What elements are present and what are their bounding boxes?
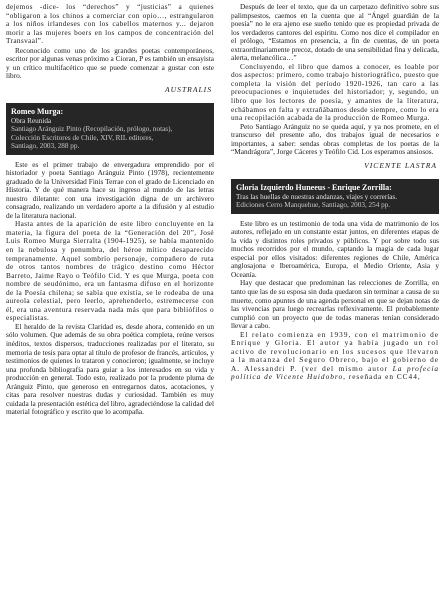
- left-column: [6, 3, 214, 417]
- cited-book-title: La profecía política de Vicente Huidobro: [231, 363, 440, 382]
- paragraph: Reconocido como uno de los grandes poetas contemporáneos, escritor por algunas venas próximo a Cioran, P es también un ensayista y un crítico multifacético que se puede comenzar a gustar con este libro.: [6, 45, 214, 81]
- paragraph: Concluyendo, el libro que damos a conocer, es loable por dos aspectos: primero, como trabajo historiográfico, puesto que completa la visión del período 1920-1926, tan caro a las preocupaciones e inquietudes del historiador; y, segundo, un libro que los lectores de poesía, y amantes de la literatura, echábamos en falta y extrañábamos desde siempre, como lo era una recopilación acabada de la producción de Romeo Murga.: [231, 61, 439, 123]
- paragraph-text: , reseñada en CC44,: [343, 372, 421, 382]
- paragraph: Este libro es un testimonio de toda una vida de matrimonio de los autores, reflejado en un constante estar juntos, en diferentes etapas de la vida y distintos roles privados y públicos. Y por sobre todo sus muchos recorridos por el mundo, captando la magia de cada lugar especial por ellos visitados: diferentes regiones de Chile, América anglosajona e Iberoamérica, Europa, el Medio Oriente, Asia y Oceanía.: [231, 218, 439, 279]
- paragraph: Peto Santiago Aránguiz no se queda aquí, y ya nos promete, en el transcurso del presente año, dos trabajos igual de necesarios e importantes, a saber: sendas obras completas de los poetas de la “Mandrágora”, Jorge Cáceres y Teófilo Cid. Los esperamos ansiosos.: [231, 121, 439, 157]
- paragraph: [231, 331, 439, 382]
- book-info-box: [231, 179, 439, 213]
- book-subtitle: Obra Reunida: [11, 116, 52, 125]
- paragraph: Este es el primer trabajo de envergadura emprendido por el historiador y poeta Santiago Aránguiz Pinto (1978), recientemente graduado de la Universidad Finis Terrae con el grado de Licenciado en Historia. Y de qué manera hace su ingreso al mundo de las letras nuestro diletante: con una investigación digna de un archivero consagrado, realizando un verdadero aporte a la difusión y al estudio de la literatura nacional.: [6, 159, 214, 220]
- review-signature: VICENTE LASTRA: [364, 160, 437, 170]
- paragraph: El heraldo de la revista Claridad es, desde ahora, contenido en un sólo volumen. Que además de su obra poética completa, reúne versos inéditos, textos dispersos, traducciones realizadas por el literato, su memoria de tesis para optar al título de profesor de francés, artículos, y testimonios de quienes lo trataron y conocieron; igualmente, se incluye una profunda bibliografía para guiar a los interesados en su vida y producción en general. Todo esto, realizado por la prudente pluma de Aránguiz Pinto, que generoso en entregarnos datos, acotaciones, y citas para resolver nuestras dudas y curiosidad. También es muy cuidada la presentación estética del libro, agradeciéndose la calidad del material fotográfico y escrito que lo acompaña.: [6, 321, 214, 417]
- book-editor-line: Santiago Aránguiz Pinto (Recopilación, prólogo, notas),: [11, 125, 173, 134]
- paragraph: dejemos -dice- los “derechos” y “justicias” a quienes “obligaron a los chinos a comerciar con opio…, estrangularon a los niños irlandeses con los cabellos maternos y... dejaron morir a las mujeres boers en los campos de concentración del Transvaal”.: [6, 2, 214, 46]
- paragraph: Después de leer el texto, que da un carpetazo definitivo sobre sus palimpsestos, caemos en la cuenta que al “Ángel guardián de la poesía” no le era ajeno ese sueño tenido que es propiedad privada de los verdaderos cantores del espíritu. Como nos dice el compilador en el prólogo, “Estamos en presencia, a fin de cuentas, de un poeta extraordinariamente precoz, dotado de una sensibilidad fina y delicada, alerta, melancólica…”: [231, 2, 439, 63]
- book-publication-line: Santiago, 2003, 288 pp.: [11, 142, 80, 151]
- review-signature: AUSTRALIS: [165, 84, 212, 94]
- paragraph-text: El relato comienza en 1939, con el matrimonio de Enrique y Gloria. El autor ya había jugado un rol activo de revolucionario en los sucesos que llevaron a la matanza del Seguro Obrero, bajo el gobierno de A. Alessandri P. (ver del mismo autor: [231, 329, 439, 373]
- right-column: [231, 3, 439, 382]
- book-subtitle: Tras las huellas de nuestras andanzas, viajes y correrías.: [236, 192, 398, 201]
- book-publication-line: Ediciones Cerro Manquehue, Santiago, 2003, 254 pp.: [236, 201, 391, 210]
- book-title: Gloria Izquierdo Huneeus - Enrique Zorrilla:: [236, 183, 392, 193]
- paragraph: Hasta antes de la aparición de este libro concluyente en la materia, la figura del poeta de la “Generación del 20”, José Luis Romeo Murga Sierralta (1904-1925), se había mantenido en la nebulosa y penumbra, del héroe mítico desaparecido tempranamente. Aquel sombrío personaje, compañero de ruta de otros tantos nombres de trágico destino como Héctor Barreto, Jaime Rayo o Teófilo Cid. Y es que Murga, poeta con nombre de seudónimo, era un fantasma difuso en el horizonte de la Poesía chilena; se sabía que existía, se le rodeaba de una aureola celestial, pero leerlo, aprehenderlo, estremecerse con él, era una aventura reservada nada más que para bibliófilos o especialistas.: [6, 219, 214, 323]
- book-title: Romeo Murga:: [11, 107, 64, 117]
- book-info-box: [6, 103, 214, 154]
- book-collection-line: Colección Escritores de Chile, XIV, RIL editores,: [11, 133, 154, 142]
- paragraph: Hay que destacar que predominan las relecciones de Zorrilla, en tanto que las de su esposa sin duda quedaron sin terminar a causa de su muerte, como apuntes de una agenda personal en que se dejan notas de las vivencias para luego recrearlas reflexivamente. El probablemente cumplió con un proyecto que de todas maneras tenían considerado llevar a cabo.: [231, 278, 439, 331]
